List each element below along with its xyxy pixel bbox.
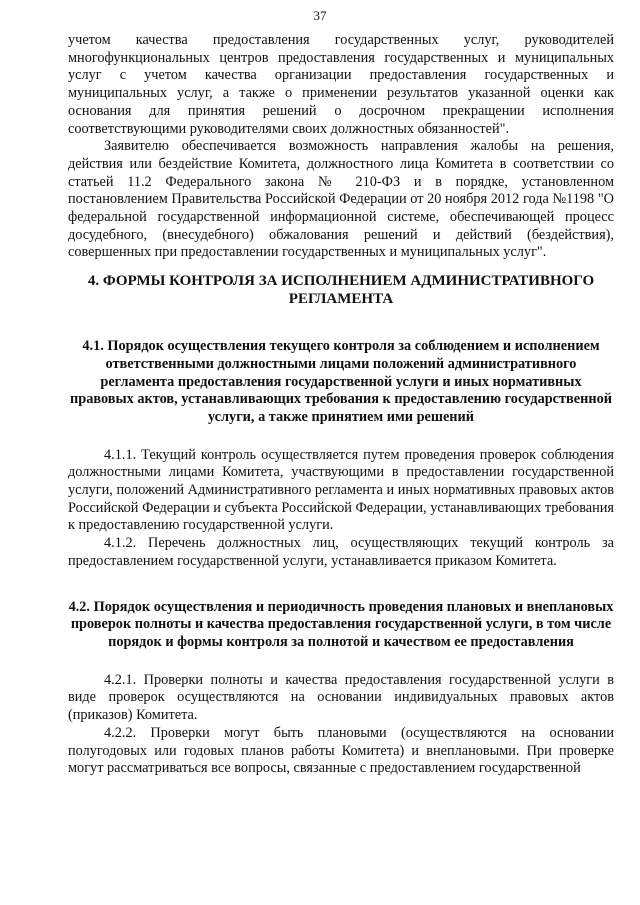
paragraph-4-1-1: 4.1.1. Текущий контроль осуществляется путем проведения проверок соблюдения должностными лицами Комитета, участвующими в предоставлении государственной услуги, положений Административного регламента и иных нормативных правовых актов Российской Федерации и субъекта Российской Федерации, устанавливающих требования к предоставлению государственной услуги. xyxy=(68,446,614,534)
section-heading: 4. ФОРМЫ КОНТРОЛЯ ЗА ИСПОЛНЕНИЕМ АДМИНИСТРАТИВНОГО РЕГЛАМЕНТА xyxy=(87,273,595,308)
page-number: 37 xyxy=(313,8,327,23)
paragraph-4-2-2: 4.2.2. Проверки могут быть плановыми (осуществляются на основании полугодовых или годовых планов работы Комитета) и внеплановыми. При проверке могут рассматриваться все вопросы, связанные с предоставлением государственной xyxy=(68,724,614,777)
document-body xyxy=(68,32,614,778)
paragraph-4-2-1: 4.2.1. Проверки полноты и качества предоставления государственной услуги в виде проверок осуществляются на основании индивидуальных правовых актов (приказов) Комитета. xyxy=(68,671,614,724)
paragraph-4-1-2: 4.1.2. Перечень должностных лиц, осуществляющих текущий контроль за предоставлением государственной услуги, устанавливается приказом Комитета. xyxy=(68,535,614,569)
subsection-4-1-heading: 4.1. Порядок осуществления текущего контроля за соблюдением и исполнением ответственными должностными лицами положений административного регламента предоставления государственной услуги и иных нормативных правовых актов, устанавливающих требования к предоставлению государственной услуги, а также принятием ими решений xyxy=(70,338,612,425)
paragraph-continuation: учетом качества предоставления государственных услуг, руководителей многофункциональных центров предоставления государственных и муниципальных услуг с учетом качества организации предоставления государственных и муниципальных услуг, а также о применении результатов указанной оценки как основания для принятия решений о досрочном прекращении исполнения соответствующими руководителями своих должностных обязанностей". xyxy=(68,32,614,137)
paragraph-complaint: Заявителю обеспечивается возможность направления жалобы на решения, действия или бездействие Комитета, должностного лица Комитета в соответствии со статьей 11.2 Федерального закона № 210-ФЗ и в порядке, установленном постановлением Правительства Российской Федерации от 20 ноября 2012 года №1198 "О федеральной государственной информационной системе, обеспечивающей процесс досудебного, (внесудебного) обжалования решений и действий (бездействия), совершенных при предоставлении государственных и муниципальных услуг". xyxy=(68,138,614,261)
subsection-4-2-heading: 4.2. Порядок осуществления и периодичность проведения плановых и внеплановых проверок полноты и качества предоставления государственной услуги, в том числе порядок и формы контроля за полнотой и качеством ее предоставления xyxy=(68,598,614,650)
